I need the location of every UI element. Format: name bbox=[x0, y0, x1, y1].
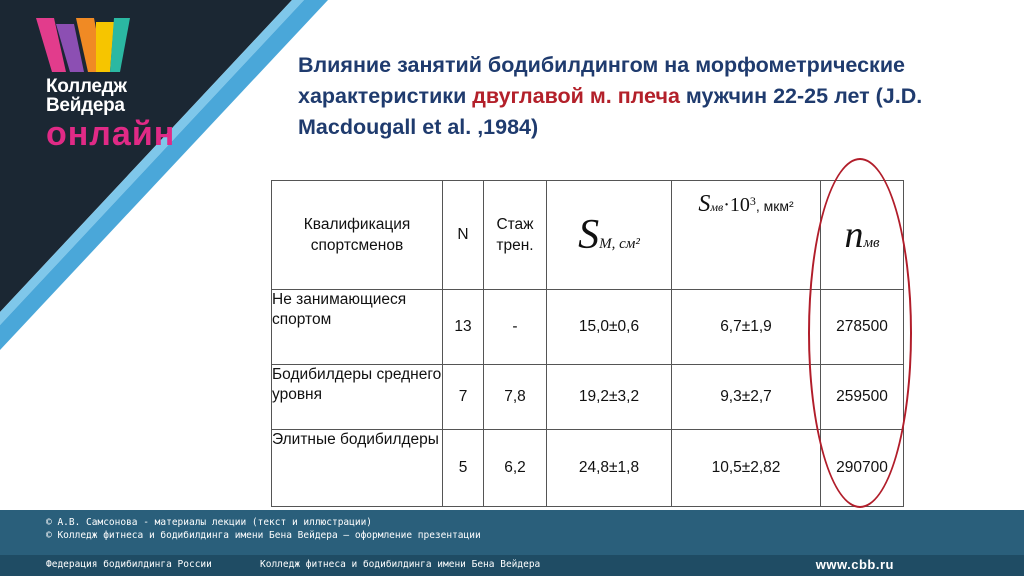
header-s-mv: $Sмв\cdot 10^3$, мкм² bbox=[672, 181, 821, 290]
title-accent: двуглавой м. плеча bbox=[472, 84, 680, 108]
federation-label: Федерация бодибилдинга России bbox=[46, 559, 212, 570]
row-nmv: 278500 bbox=[821, 290, 904, 365]
college-label: Колледж фитнеса и бодибилдинга имени Бена Вейдера bbox=[260, 559, 541, 570]
row-smv: 10,5±2,82 bbox=[672, 430, 821, 507]
row-n: 13 bbox=[443, 290, 484, 365]
header-n: N bbox=[443, 181, 484, 290]
row-n: 5 bbox=[443, 430, 484, 507]
table-header-row bbox=[272, 181, 904, 290]
header-s-m: SМ, см² bbox=[547, 181, 672, 290]
logo-text-online: онлайн bbox=[46, 115, 176, 153]
row-s: 15,0±0,6 bbox=[547, 290, 672, 365]
row-nmv: 290700 bbox=[821, 430, 904, 507]
table-row bbox=[272, 430, 904, 507]
logo-text-veidera: Вейдера bbox=[46, 95, 125, 116]
row-name: Не занимающиеся спортом bbox=[272, 290, 443, 365]
row-n: 7 bbox=[443, 365, 484, 430]
row-nmv: 259500 bbox=[821, 365, 904, 430]
footer-links-bar bbox=[0, 555, 1024, 576]
header-qualification: Квалификация спортсменов bbox=[272, 181, 443, 290]
row-s: 19,2±3,2 bbox=[547, 365, 672, 430]
website-link[interactable]: www.cbb.ru bbox=[815, 557, 894, 572]
slide-title bbox=[298, 50, 998, 143]
logo-w-mark bbox=[34, 14, 134, 76]
header-experience: Стаж трен. bbox=[484, 181, 547, 290]
row-exp: 6,2 bbox=[484, 430, 547, 507]
row-s: 24,8±1,8 bbox=[547, 430, 672, 507]
highlight-oval bbox=[808, 158, 912, 508]
copyright-presentation: © Колледж фитнеса и бодибилдинга имени Бена Вейдера — оформление презентации bbox=[46, 530, 481, 541]
row-name: Элитные бодибилдеры bbox=[272, 430, 443, 507]
header-n-mv: nмв bbox=[821, 181, 904, 290]
copyright-lecture: © А.В. Самсонова - материалы лекции (текст и иллюстрации) bbox=[46, 517, 373, 528]
row-name: Бодибилдеры среднего уровня bbox=[272, 365, 443, 430]
logo-text-kolledzh: Колледж bbox=[46, 76, 127, 97]
footer-copyright-bar bbox=[0, 510, 1024, 555]
row-smv: 6,7±1,9 bbox=[672, 290, 821, 365]
row-exp: - bbox=[484, 290, 547, 365]
row-exp: 7,8 bbox=[484, 365, 547, 430]
title-part1: Влияние занятий бодибилдингом на морфометрические характеристики bbox=[298, 53, 905, 108]
title-part2: мужчин 22-25 лет (J.D. Macdougall et al. ,1984) bbox=[298, 84, 923, 139]
row-smv: 9,3±2,7 bbox=[672, 365, 821, 430]
